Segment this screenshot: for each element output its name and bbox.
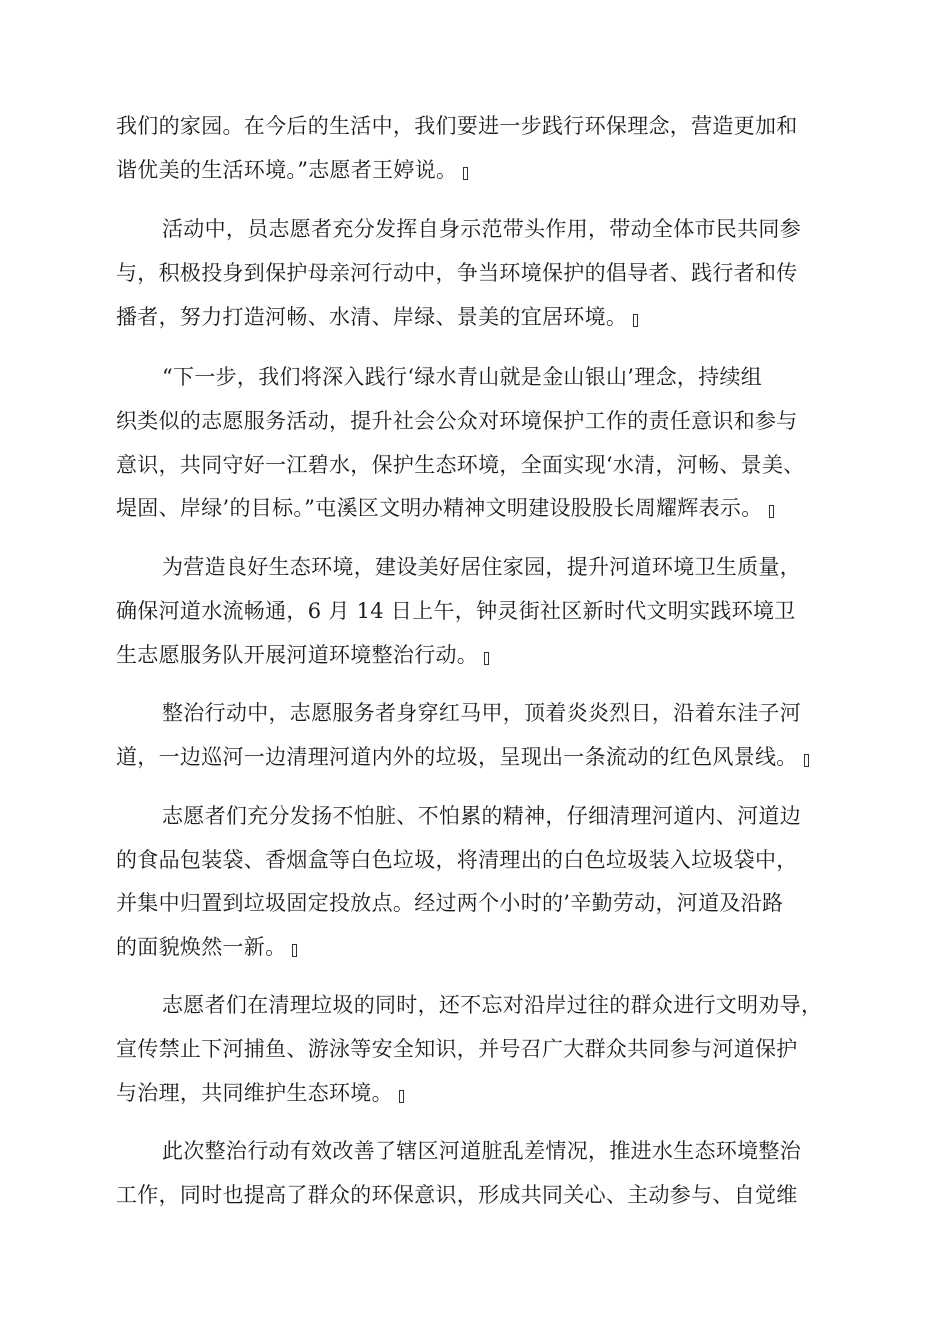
paragraph-8-line-1: 此次整治行动有效改善了辖区河道脏乱差情况，推进水生态环境整治 (162, 1139, 801, 1163)
paragraph-2-line-3: 播者，努力打造河畅、水清、岸绿、景美的宜居环境。 (116, 302, 638, 332)
paragraph-3-line-4: 堤固、岸绿’的目标。”屯溪区文明办精神文明建设股股长周耀辉表示。 (116, 493, 774, 523)
paragraph-mark-icon (292, 944, 297, 957)
paragraph-7-line-3: 与治理，共同维护生态环境。 (116, 1078, 404, 1108)
paragraph-4-line-1: 为营造良好生态环境，建设美好居住家园，提升河道环境卫生质量， (162, 555, 801, 579)
paragraph-6-line-3: 并集中归置到垃圾固定投放点。经过两个小时的’辛勤劳动，河道及沿路 (116, 891, 784, 915)
paragraph-mark-icon (399, 1090, 404, 1103)
paragraph-6-line-1: 志愿者们充分发扬不怕脏、不怕累的精神，仔细清理河道内、河道边 (162, 804, 801, 828)
paragraph-mark-icon (804, 754, 809, 767)
paragraph-mark-icon (633, 314, 638, 327)
paragraph-8-line-2: 工作，同时也提高了群众的环保意识，形成共同关心、主动参与、自觉维 (116, 1183, 798, 1207)
paragraph-mark-icon (463, 167, 468, 180)
paragraph-mark-icon (769, 505, 774, 518)
paragraph-4-line-3: 生志愿服务队开展河道环境整治行动。 (116, 640, 489, 670)
paragraph-5-line-1: 整治行动中，志愿服务者身穿红马甲，顶着炎炎烈日，沿着东洼子河 (162, 701, 801, 725)
paragraph-7-line-2: 宣传禁止下河捕鱼、游泳等安全知识，并号召广大群众共同参与河道保护 (116, 1037, 798, 1061)
paragraph-4-line-2: 确保河道水流畅通，6 月 14 日上午，钟灵街社区新时代文明实践环境卫 (116, 599, 796, 623)
paragraph-1-line-1: 我们的家园。在今后的生活中，我们要进一步践行环保理念，营造更加和 (116, 114, 798, 138)
paragraph-6-line-2: 的食品包装袋、香烟盒等白色垃圾，将清理出的白色垃圾装入垃圾袋中， (116, 848, 798, 872)
paragraph-7-line-1: 志愿者们在清理垃圾的同时，还不忘对沿岸过往的群众进行文明劝导， (162, 993, 823, 1017)
paragraph-3-line-1: “下一步，我们将深入践行‘绿水青山就是金山银山’理念，持续组 (162, 365, 763, 389)
paragraph-2-line-2: 与，积极投身到保护母亲河行动中，争当环境保护的倡导者、践行者和传 (116, 261, 798, 285)
paragraph-5-line-2: 道，一边巡河一边清理河道内外的垃圾，呈现出一条流动的红色风景线。 (116, 742, 809, 772)
paragraph-3-line-3: 意识，共同守好一江碧水，保护生态环境，全面实现‘水清，河畅、景美、 (116, 453, 805, 477)
paragraph-3-line-2: 织类似的志愿服务活动，提升社会公众对环境保护工作的责任意识和参与 (116, 409, 798, 433)
paragraph-mark-icon (484, 652, 489, 665)
paragraph-2-line-1: 活动中，员志愿者充分发挥自身示范带头作用，带动全体市民共同参 (162, 217, 801, 241)
paragraph-6-line-4: 的面貌焕然一新。 (116, 932, 297, 962)
paragraph-1-line-2: 谐优美的生活环境。”志愿者王婷说。 (116, 155, 468, 185)
